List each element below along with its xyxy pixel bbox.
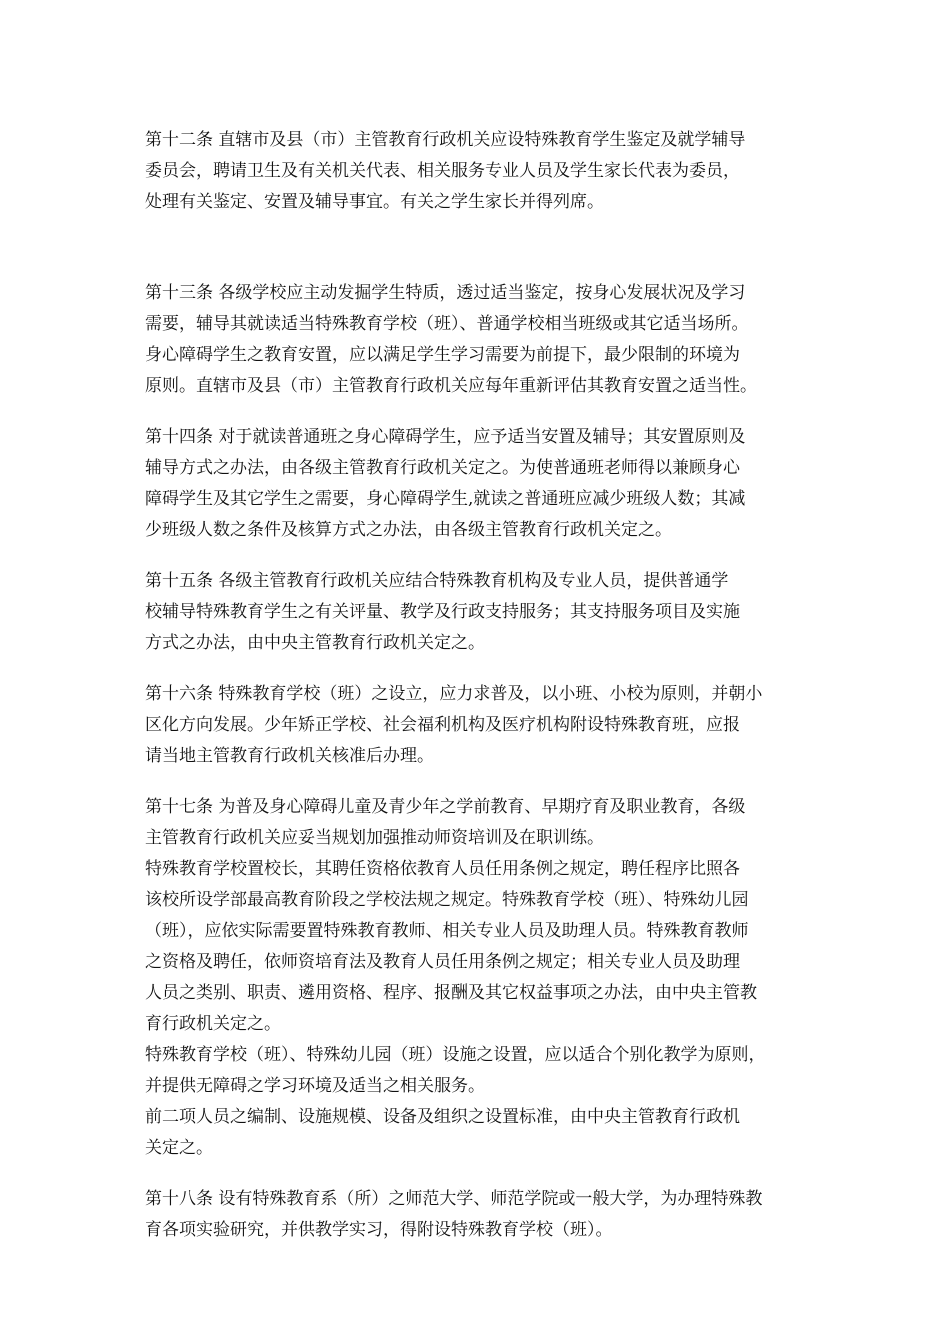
text-line: 第十八条 设有特殊教育系（所）之师范大学、师范学院或一般大学，为办理特殊教 — [145, 1189, 763, 1209]
article-18-paragraph — [145, 1184, 807, 1246]
text-line: 前二项人员之编制、设施规模、设备及组织之设置标准，由中央主管教育行政机 — [145, 1107, 740, 1127]
text-line: 第十三条 各级学校应主动发掘学生特质，透过适当鉴定，按身心发展状况及学习 — [145, 283, 746, 303]
text-line: 特殊教育学校（班）、特殊幼儿园（班）设施之设置，应以适合个别化教学为原则， — [145, 1045, 766, 1065]
article-17-paragraph — [145, 792, 807, 1164]
text-line: 委员会，聘请卫生及有关机关代表、相关服务专业人员及学生家长代表为委员， — [145, 161, 740, 181]
document-body — [145, 125, 807, 1246]
article-14-paragraph — [145, 422, 807, 546]
text-line: 并提供无障碍之学习环境及适当之相关服务。 — [145, 1076, 485, 1096]
text-line: （班），应依实际需要置特殊教育教师、相关专业人员及助理人员。特殊教育教师 — [145, 921, 749, 941]
text-line: 请当地主管教育行政机关核准后办理。 — [145, 746, 434, 766]
text-line: 少班级人数之条件及核算方式之办法，由各级主管教育行政机关定之。 — [145, 520, 672, 540]
text-line: 第十七条 为普及身心障碍儿童及青少年之学前教育、早期疗育及职业教育，各级 — [145, 797, 746, 817]
article-15-paragraph — [145, 566, 807, 659]
text-line: 第十二条 直辖市及县（市）主管教育行政机关应设特殊教育学生鉴定及就学辅导 — [145, 130, 746, 150]
text-line: 方式之办法，由中央主管教育行政机关定之。 — [145, 633, 485, 653]
text-line: 处理有关鉴定、安置及辅导事宜。有关之学生家长并得列席。 — [145, 192, 604, 212]
paragraph-spacer — [145, 218, 807, 278]
text-line: 育各项实验研究，并供教学实习，得附设特殊教育学校（班）。 — [145, 1220, 613, 1240]
text-line: 育行政机关定之。 — [145, 1014, 281, 1034]
text-line: 人员之类别、职责、遴用资格、程序、报酬及其它权益事项之办法，由中央主管教 — [145, 983, 757, 1003]
text-line: 之资格及聘任，依师资培育法及教育人员任用条例之规定；相关专业人员及助理 — [145, 952, 740, 972]
text-line: 障碍学生及其它学生之需要，身心障碍学生,就读之普通班应减少班级人数；其减 — [145, 489, 746, 509]
text-line: 需要，辅导其就读适当特殊教育学校（班）、普通学校相当班级或其它适当场所。 — [145, 314, 749, 334]
text-line: 原则。直辖市及县（市）主管教育行政机关应每年重新评估其教育安置之适当性。 — [145, 376, 757, 396]
text-line: 关定之。 — [145, 1138, 213, 1158]
paragraph-spacer — [145, 772, 807, 792]
text-line: 校辅导特殊教育学生之有关评量、教学及行政支持服务；其支持服务项目及实施 — [145, 602, 740, 622]
text-line: 辅导方式之办法，由各级主管教育行政机关定之。为使普通班老师得以兼顾身心 — [145, 458, 740, 478]
text-line: 身心障碍学生之教育安置，应以满足学生学习需要为前提下，最少限制的环境为 — [145, 345, 740, 365]
paragraph-spacer — [145, 402, 807, 422]
paragraph-spacer — [145, 1164, 807, 1184]
text-line: 第十五条 各级主管教育行政机关应结合特殊教育机构及专业人员，提供普通学 — [145, 571, 729, 591]
text-line: 该校所设学部最高教育阶段之学校法规之规定。特殊教育学校（班）、特殊幼儿园 — [145, 890, 749, 910]
article-16-paragraph — [145, 679, 807, 772]
text-line: 特殊教育学校置校长，其聘任资格依教育人员任用条例之规定，聘任程序比照各 — [145, 859, 740, 879]
article-12-paragraph — [145, 125, 807, 218]
text-line: 第十六条 特殊教育学校（班）之设立，应力求普及，以小班、小校为原则，并朝小 — [145, 684, 763, 704]
text-line: 主管教育行政机关应妥当规划加强推动师资培训及在职训练。 — [145, 828, 604, 848]
text-line: 第十四条 对于就读普通班之身心障碍学生，应予适当安置及辅导；其安置原则及 — [145, 427, 746, 447]
article-13-paragraph — [145, 278, 807, 402]
paragraph-spacer — [145, 659, 807, 679]
text-line: 区化方向发展。少年矫正学校、社会福利机构及医疗机构附设特殊教育班，应报 — [145, 715, 740, 735]
paragraph-spacer — [145, 546, 807, 566]
